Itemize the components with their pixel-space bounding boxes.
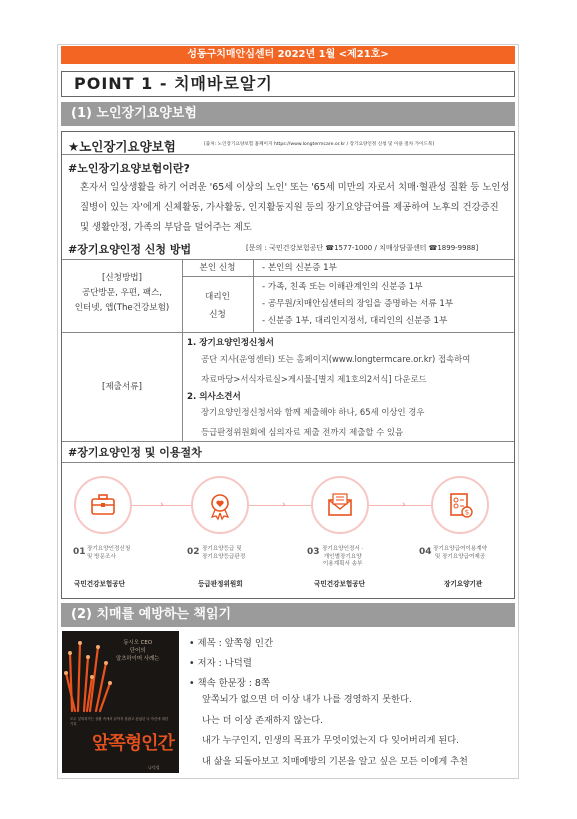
table-line (62, 332, 514, 333)
step-organization: 등급판정위원회 (198, 580, 243, 588)
table-line (182, 276, 514, 277)
docs-label: [제출서류] (102, 382, 142, 392)
doc1-heading: 1. 장기요양인정신청서 (187, 338, 274, 348)
ltc-what-heading: #노인장기요양보험이란? (68, 162, 190, 175)
book-info-author: • 저자 : 나덕렬 (189, 658, 252, 669)
process-connector (100, 505, 480, 506)
step-description: 장기요양인정서 · 개인별장기요양 이용계획서 송부 (322, 546, 364, 567)
proc-heading: #장기요양인정 및 이용절차 (68, 446, 202, 459)
doc2-body: 장기요양인정신청서와 함께 제출해야 하나, 65세 이상인 경우 등급판정위원회에 심의자료 제출 전까지 제출할 수 있음 (201, 407, 425, 437)
newsletter-banner: 성동구치매안심센터 2022년 1월 <제21호> (61, 46, 515, 64)
chevron-right-icon: › (282, 500, 286, 510)
ltc-title: ★노인장기요양보험 (68, 139, 176, 154)
step-number: 03 (307, 547, 320, 557)
self-apply-label: 본인 신청 (199, 263, 236, 273)
book-cover-tagline: 동시오 CEO 단어의 알츠하이머 사례는 (116, 640, 160, 662)
briefcase-icon (74, 476, 132, 534)
table-line (182, 259, 183, 441)
step-organization: 국민건강보험공단 (314, 580, 365, 588)
proxy-apply-label: 대리인 신청 (205, 292, 230, 320)
step-organization: 장기요양기관 (444, 580, 483, 588)
table-line (253, 259, 254, 332)
chevron-right-icon: › (160, 500, 164, 510)
svg-text:$: $ (464, 508, 470, 517)
table-line (62, 259, 514, 260)
doc1-body: 공단 지사(운영센터) 또는 홈페이지(www.longtermcare.or.kr) 접속하여 자료마당>서식자료실>게시물-[별지 제1호의2서식] 다운로드 (201, 354, 471, 384)
point-title: POINT 1 - 치매바로알기 (61, 71, 515, 97)
chevron-right-icon: › (402, 500, 406, 510)
step-description: 장기요양인정신청 및 방문조사 (87, 546, 131, 560)
ltc-apply-contact: [문의 : 국민건강보험공단 ☎1577-1000 / 치매상담콜센터 ☎1899-9988] (246, 244, 479, 252)
list-item: - 공무원/치매안심센터의 장임을 증명하는 서류 1부 (262, 299, 454, 309)
divider (62, 154, 514, 155)
book-quote: 앞쪽뇌가 없으면 더 이상 내가 나를 경영하지 못한다. 나는 더 이상 존재하지 않는다. 내가 누구인지, 인생의 목표가 무엇이었는지 다 잊어버리게 된다. 내 삶을 되돌아보고 치매예방의 기본을 알고 싶은 모든 이에게 추천 (202, 694, 468, 767)
ltc-what-text: 혼자서 일상생활을 하기 어려운 '65세 이상의 노인' 또는 '65세 미만의 자로서 치매·혈관성 질환 등 노인성 질병이 있는 자'에게 신체활동, 가사활동, 인지활동지원 등의 장기요양급여를 제공하여 노후의 건강증진 및 생활안정, 가족의 부담을 덜어주는 제도 (80, 182, 510, 233)
step-number: 04 (419, 547, 432, 557)
step-organization: 국민건강보험공단 (74, 580, 125, 588)
step-number: 01 (73, 547, 86, 557)
book-cover-author: 나덕렬 (148, 765, 160, 770)
book-cover-image (62, 631, 179, 773)
step-description: 장기요양급여이용계약 및 장기요양급여제공 (433, 546, 488, 560)
book-info-quote-page: • 책속 한문장 : 8쪽 (189, 678, 270, 689)
self-apply-item: - 본인의 신분증 1부 (262, 263, 337, 273)
medal-heart-icon (191, 476, 249, 534)
table-line (62, 462, 514, 463)
method-label: [신청방법] 공단방문, 우편, 팩스, 인터넷, 앱(The건강보험) (74, 273, 170, 313)
book-cover-title: 앞쪽형인간 (92, 733, 174, 754)
list-item: - 신분증 1부, 대리인지정서, 대리인의 신분증 1부 (262, 316, 448, 326)
ltc-apply-heading: #장기요양인정 신청 방법 (68, 243, 192, 256)
section-title-book: (2) 치매를 예방하는 책읽기 (61, 603, 515, 627)
section-title-ltc: (1) 노인장기요양보험 (61, 102, 515, 126)
step-number: 02 (187, 547, 200, 557)
care-document-icon (431, 476, 489, 534)
book-info-title: • 제목 : 앞쪽형 인간 (189, 638, 274, 649)
mail-icon (311, 476, 369, 534)
list-item: - 가족, 친족 또는 이해관계인의 신분증 1부 (262, 282, 423, 292)
ltc-source-note: [출처: 노인장기요양보험 홈페이지 https://www.longtermcare.or.kr / 장기요양인정 신청 및 이용 절차 가이드북] (204, 142, 435, 147)
book-cover-blurb: 모두 잊혀져가는 상황 속에서 끝까지 붙잡고 싶었던 나 자신에 대한 기록 (70, 717, 169, 726)
proxy-apply-items (262, 279, 453, 330)
step-description: 장기요양등급 및 장기요양등급판정 (202, 546, 246, 560)
doc2-heading: 2. 의사소견서 (187, 392, 241, 402)
